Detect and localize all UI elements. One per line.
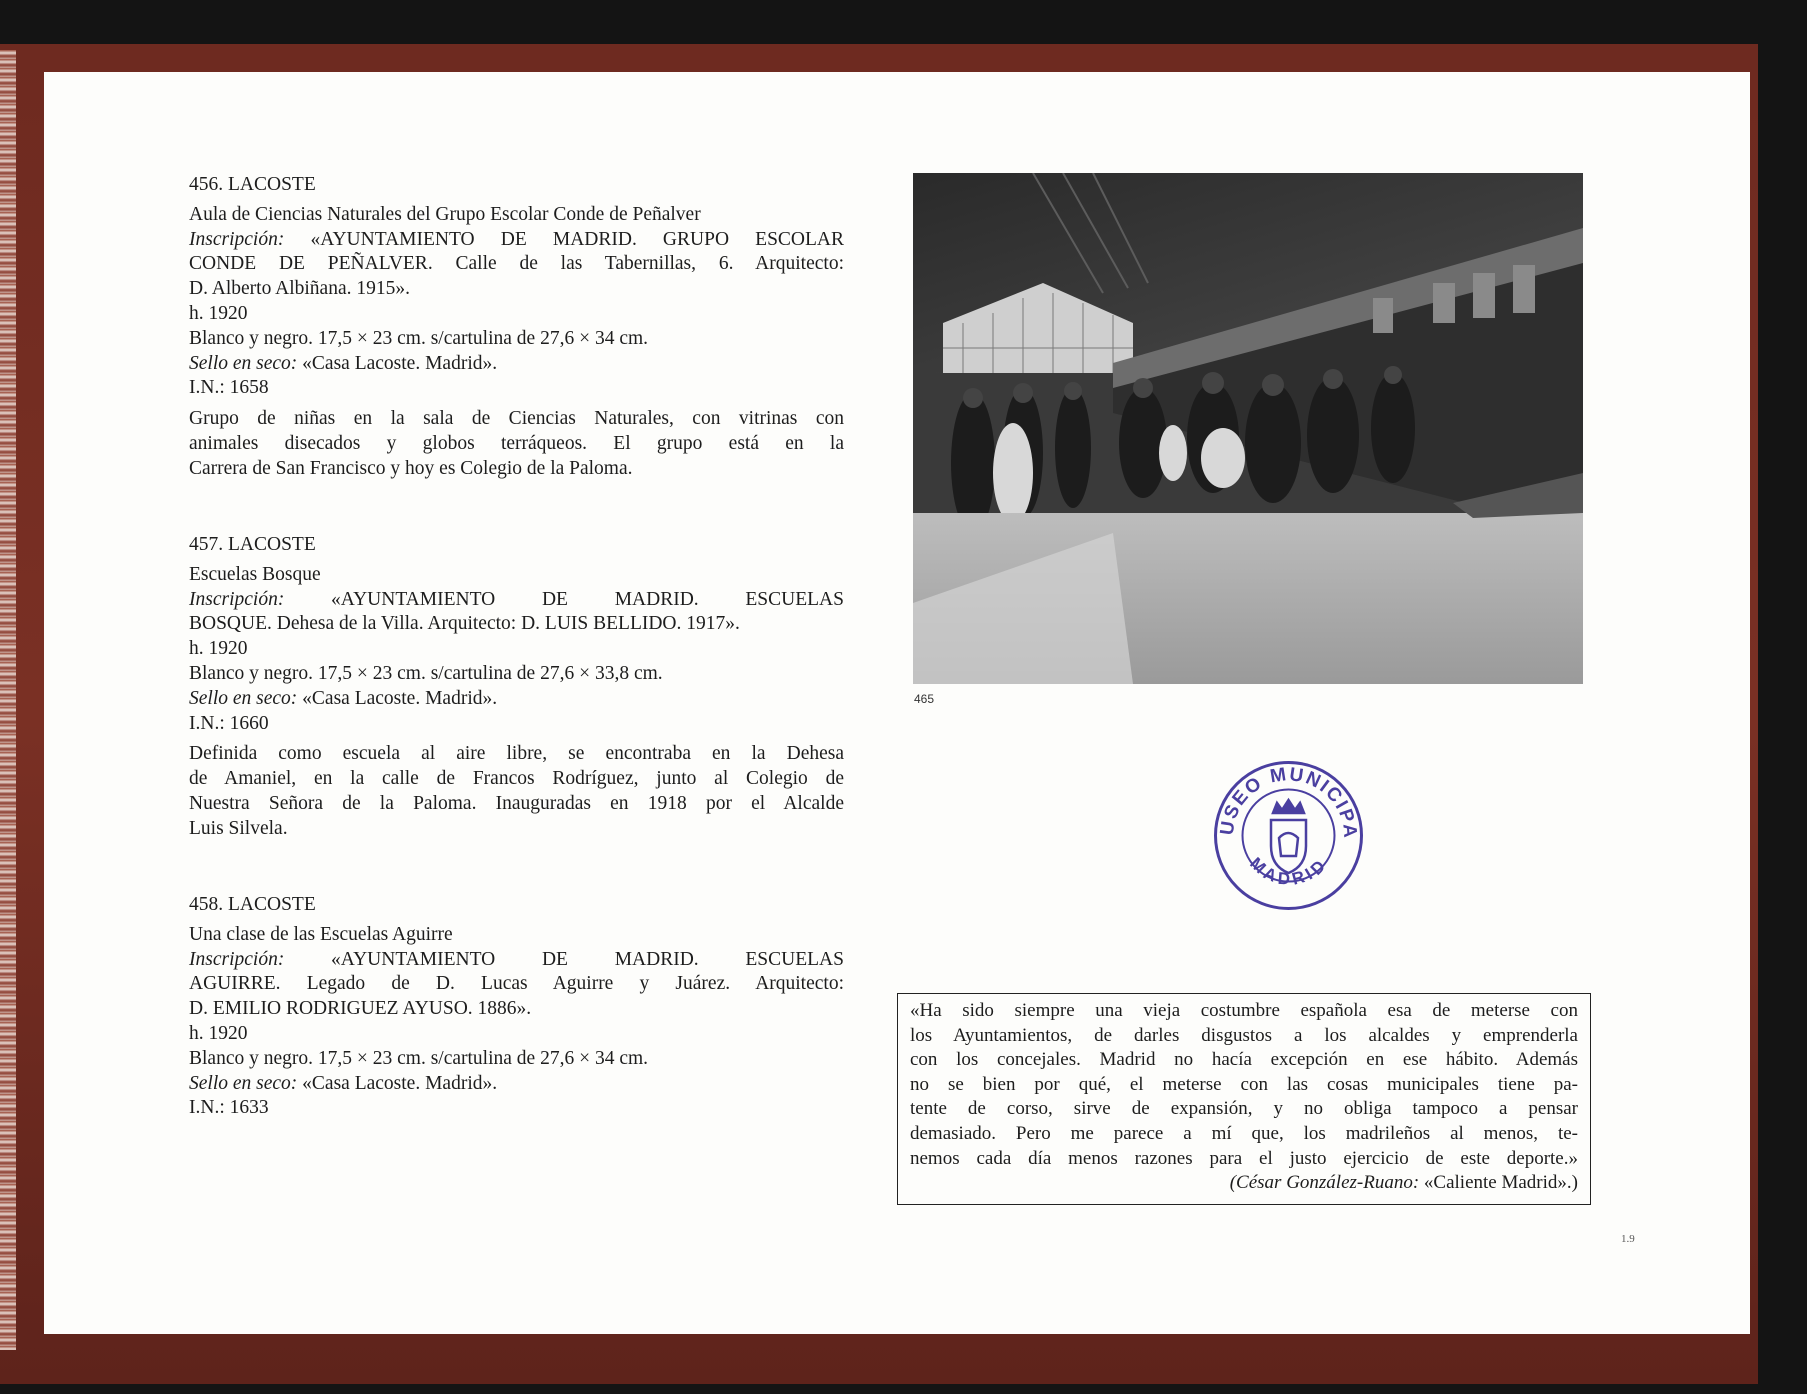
catalog-entry-456 (189, 173, 844, 482)
entry-inscription-line: BOSQUE. Dehesa de la Villa. Arquitecto: D. LUIS BELLIDO. 1917». (189, 613, 740, 635)
entry-technique: Blanco y negro. 17,5 × 23 cm. s/cartulina de 27,6 × 34 cm. (189, 1047, 649, 1069)
catalog-entry-457 (189, 533, 844, 842)
entry-seal: Sello en seco: «Casa Lacoste. Madrid». (189, 687, 498, 709)
inscription-label: Inscripción: (189, 228, 285, 250)
entry-description: Grupo de niñas en la sala de Ciencias Naturales, con vitrinas con animales disecados y globos terráqueos. El grupo está en la Carrera de San Francisco y hoy es Colegio de la Paloma. (189, 408, 844, 479)
svg-text:MUSEO MUNICIPAL (1211, 758, 1360, 840)
quote-line: no se bien por qué, el meterse con las cosas municipales tiene pa- (910, 1073, 1578, 1095)
quote-line: «Ha sido siempre una vieja costumbre española esa de meterse con (910, 1000, 1578, 1021)
entry-inscription-line: Inscripción: «AYUNTAMIENTO DE MADRID. ESCUELAS (189, 588, 844, 610)
quote-line: tente de corso, sirve de expansión, y no obliga tampoco a pensar (910, 1098, 1578, 1120)
catalog-entry-458 (189, 893, 844, 1121)
entry-inscription-line: AGUIRRE. Legado de D. Lucas Aguirre y Juárez. Arquitecto: (189, 973, 844, 995)
inscription-label: Inscripción: (189, 948, 285, 970)
entry-inscription-line: D. EMILIO RODRIGUEZ AYUSO. 1886». (189, 998, 532, 1020)
entry-inscription-line: CONDE DE PEÑALVER. Calle de las Tabernillas, 6. Arquitecto: (189, 253, 844, 275)
svg-text:MADRID (1246, 854, 1332, 889)
quote-box (897, 993, 1591, 1205)
entry-date: h. 1920 (189, 302, 248, 324)
seal-label: Sello en seco: (189, 1072, 298, 1094)
entry-inscription-line: Inscripción: «AYUNTAMIENTO DE MADRID. GRUPO ESCOLAR (189, 228, 844, 250)
stamp-seal-graphic (1211, 758, 1366, 913)
stamp-top-text: USEO MUNICIPA (1216, 763, 1361, 841)
quote-line: nemos cada día menos razones para el justo ejercicio de este deporte.» (910, 1147, 1578, 1169)
stamp-bottom-text: MADRID (1246, 853, 1332, 889)
entry-inscription-line: D. Alberto Albiñana. 1915». (189, 278, 410, 300)
entry-technique: Blanco y negro. 17,5 × 23 cm. s/cartulina de 27,6 × 34 cm. (189, 327, 649, 349)
entry-seal: Sello en seco: «Casa Lacoste. Madrid». (189, 352, 498, 374)
quote-work: «Caliente Madrid».) (1423, 1172, 1578, 1194)
entry-inventory: I.N.: 1658 (189, 377, 269, 399)
entry-inventory: I.N.: 1633 (189, 1097, 269, 1119)
entry-heading: 457. LACOSTE (189, 534, 316, 555)
quote-line: demasiado. Pero me parece a mí que, los madrileños al menos, te- (910, 1122, 1578, 1144)
entry-technique: Blanco y negro. 17,5 × 23 cm. s/cartulina de 27,6 × 33,8 cm. (189, 662, 663, 684)
entry-heading: 456. LACOSTE (189, 174, 316, 195)
photo-illustration (913, 173, 1583, 684)
seal-label: Sello en seco: (189, 352, 298, 374)
inscription-label: Inscripción: (189, 588, 285, 610)
entry-inscription-line: Inscripción: «AYUNTAMIENTO DE MADRID. ESCUELAS (189, 948, 844, 970)
photo-number: 465 (914, 692, 935, 706)
entry-inventory: I.N.: 1660 (189, 712, 269, 734)
seal-label: Sello en seco: (189, 687, 298, 709)
quote-author: (César González-Ruano: (1229, 1172, 1420, 1194)
entry-title: Escuelas Bosque (189, 563, 321, 585)
entry-date: h. 1920 (189, 1022, 248, 1044)
entry-heading: 458. LACOSTE (189, 894, 316, 915)
coat-of-arms-icon (1271, 800, 1306, 873)
entry-title: Una clase de las Escuelas Aguirre (189, 923, 453, 945)
entry-description: Definida como escuela al aire libre, se encontraba en la Dehesa de Amaniel, en la calle de Francos Rodríguez, junto al Colegio de Nuestra Señora de la Paloma. Inauguradas en 1918 por el Alcalde Luis Silvela. (189, 743, 844, 839)
quote-line: con los concejales. Madrid no hacía excepción en ese hábito. Además (910, 1049, 1578, 1071)
quote-line: los Ayuntamientos, de darles disgustos a los alcaldes y emprenderla (910, 1024, 1578, 1046)
entry-seal: Sello en seco: «Casa Lacoste. Madrid». (189, 1072, 498, 1094)
train-station-crowd-photo (913, 173, 1583, 684)
book-spine-edge (0, 50, 16, 1350)
quote-attribution (910, 1171, 1578, 1196)
entry-date: h. 1920 (189, 638, 248, 660)
museo-municipal-stamp (1211, 758, 1366, 913)
page-folio: 1.9 (1621, 1233, 1635, 1245)
entry-title: Aula de Ciencias Naturales del Grupo Escolar Conde de Peñalver (189, 203, 701, 225)
